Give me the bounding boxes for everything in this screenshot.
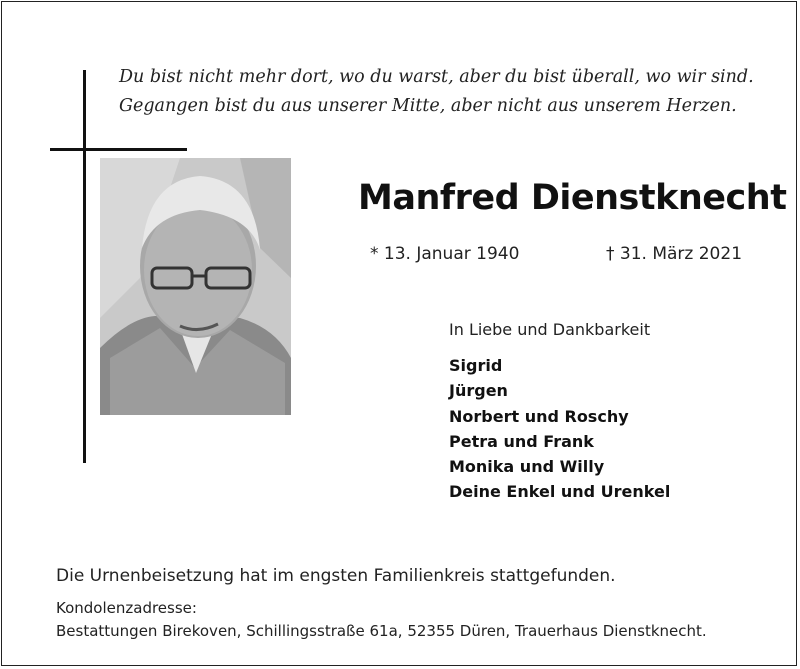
death-date: † 31. März 2021 xyxy=(606,244,743,264)
cross-vertical-bar xyxy=(83,70,86,463)
mourner-item: Jürgen xyxy=(449,381,508,401)
mourners-list xyxy=(449,353,670,505)
mourner-item: Norbert und Roschy xyxy=(449,406,629,426)
deceased-name: Manfred Dienstknecht xyxy=(358,178,787,218)
birth-date: * 13. Januar 1940 xyxy=(370,244,520,264)
mourner-item: Sigrid xyxy=(449,356,503,375)
burial-note: Die Urnenbeisetzung hat im engsten Familienkreis stattgefunden. xyxy=(56,566,616,586)
portrait-photo xyxy=(100,158,291,415)
quote-line-2: Gegangen bist du aus unserer Mitte, aber nicht aus unserem Herzen. xyxy=(119,96,737,116)
portrait-illustration xyxy=(100,158,291,415)
condolence-address: Bestattungen Birekoven, Schillingsstraße 61a, 52355 Düren, Trauerhaus Dienstknecht. xyxy=(56,622,707,640)
memorial-quote xyxy=(119,63,754,121)
mourner-item: Monika und Willy xyxy=(449,457,605,477)
mourner-item: Deine Enkel und Urenkel xyxy=(449,482,671,502)
cross-horizontal-bar xyxy=(50,148,187,151)
gratitude-line: In Liebe und Dankbarkeit xyxy=(449,320,651,339)
mourner-item: Petra und Frank xyxy=(449,431,594,451)
quote-line-1: Du bist nicht mehr dort, wo du warst, aber du bist überall, wo wir sind. xyxy=(119,67,754,87)
condolence-label: Kondolenzadresse: xyxy=(56,599,197,617)
